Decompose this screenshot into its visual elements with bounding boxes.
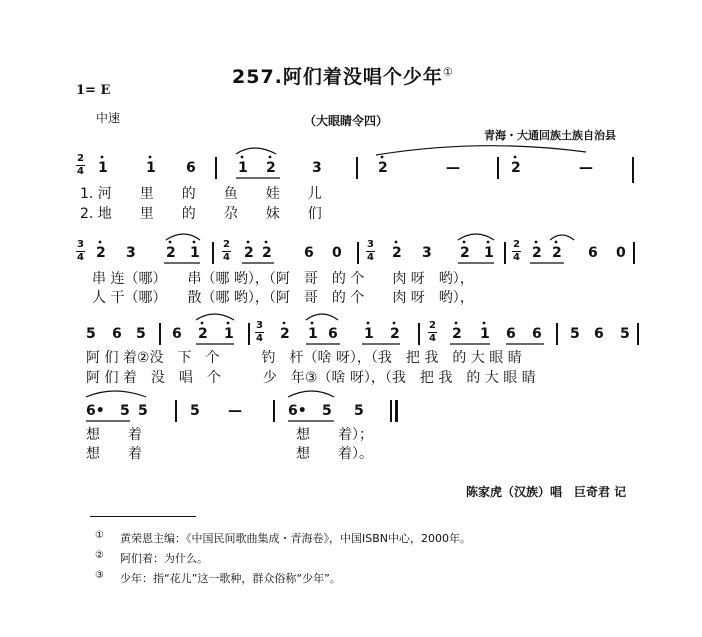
slur [550,235,574,240]
note: 6 [112,326,122,342]
note: 1 [308,326,318,342]
high-octave-dot [395,241,398,244]
note: 5 [136,326,146,342]
footnote-mark: ③ [95,570,104,581]
dash: — [446,160,460,176]
note: 2 [280,326,290,342]
lyric-line-verse1: 想 着 想 着）； [86,427,373,443]
high-octave-dot [283,322,286,325]
high-octave-dot [227,322,230,325]
note: 3 [126,245,136,261]
note: 3 [312,160,322,176]
time-signature-2-4: 2 4 [77,153,84,177]
note: 5 [322,403,332,419]
note: 5 [190,403,200,419]
note: 6• [86,403,105,419]
slur [236,148,276,154]
lyric-line-verse2: 人 干（哪） 散（哪 哟），（阿 哥 的 个 肉 呀 哟）， [92,290,474,306]
dash: — [579,160,593,176]
note: 5 [138,403,148,419]
high-octave-dot [455,322,458,325]
high-octave-dot [169,241,172,244]
footnote-2: 阿们着：为什么。 [120,552,208,565]
time-signature-3-4: 3 4 [77,239,84,263]
note: 2 [266,160,276,176]
footnote-mark: ② [95,550,104,561]
time-signature-2-4: 2 4 [513,239,520,263]
lyric-line-verse1: 阿 们 着②没 下 个 钓 杆（啥 呀），（我 把 我 的 大 眼 睛 [86,350,522,366]
note: 6 [532,326,542,342]
key-signature: 1= E [76,83,111,98]
note: 1 [484,245,494,261]
time-signature-3-4: 3 4 [256,320,263,344]
note: 0 [616,245,626,261]
note: 6 [304,245,314,261]
time-signature-3-4: 3 4 [367,239,374,263]
note: 2 [532,245,542,261]
slur [86,391,146,397]
high-octave-dot [311,322,314,325]
note: 1 [238,160,248,176]
note: 6 [594,326,604,342]
note: 2 [262,245,272,261]
note: 2 [96,245,106,261]
slur [288,391,334,397]
note: 2 [392,245,402,261]
note: 6 [328,326,338,342]
note: 2 [166,245,176,261]
note: 2 [198,326,208,342]
high-octave-dot [393,322,396,325]
high-octave-dot [367,322,370,325]
note: 1 [98,160,108,176]
note: 1 [224,326,234,342]
high-octave-dot [241,156,244,159]
note: 5 [570,326,580,342]
slur [458,234,494,240]
note: 1 [146,160,156,176]
tempo-marking: 中速 [96,111,121,125]
high-octave-dot [535,241,538,244]
slur [196,314,234,320]
region-label: 青海・大通回族土族自治县 [484,129,616,142]
high-octave-dot [101,156,104,159]
song-subtitle: （大眼睛令四） [304,114,389,128]
high-octave-dot [247,241,250,244]
high-octave-dot [381,156,384,159]
note: 6 [172,326,182,342]
high-octave-dot [555,241,558,244]
performer-credit: 陈家虎（汉族）唱 巨奇君 记 [466,485,627,499]
high-octave-dot [269,156,272,159]
note: 2 [460,245,470,261]
high-octave-dot [265,241,268,244]
slur [306,314,338,320]
note: 5 [120,403,130,419]
note: 6 [588,245,598,261]
dash: — [228,403,242,419]
note: 2 [552,245,562,261]
lyric-line-verse2: 想 着 想 着）。 [86,446,373,462]
high-octave-dot [483,322,486,325]
lyric-line-verse1: 1. 河 里 的 鱼 娃 儿 [80,186,322,202]
note: 6 [186,160,196,176]
note: 6 [506,326,516,342]
high-octave-dot [193,241,196,244]
note: 5 [620,326,630,342]
high-octave-dot [487,241,490,244]
high-octave-dot [514,156,517,159]
note: 1 [364,326,374,342]
note: 0 [332,245,342,261]
lyric-line-verse2: 阿 们 着 没 唱 个 少 年③（啥 呀），（我 把 我 的 大 眼 睛 [86,370,536,386]
footnote-1: 黄荣恩主编：《中国民间歌曲集成・青海卷》，中国ISBN中心，2000年。 [120,532,471,545]
slur [376,146,586,155]
high-octave-dot [149,156,152,159]
note: 2 [390,326,400,342]
lyric-line-verse1: 串 连（哪） 串（哪 哟），（阿 哥 的 个 肉 呀 哟）， [92,271,474,287]
note: 5 [354,403,364,419]
slur [166,234,200,240]
song-title: 257.阿们着没唱个少年① [232,65,454,88]
note: 2 [244,245,254,261]
note: 2 [378,160,388,176]
note: 2 [511,160,521,176]
note: 5 [86,326,96,342]
note: 6• [288,403,307,419]
lyric-line-verse2: 2. 地 里 的 尕 妹 们 [80,206,322,222]
note: 2 [452,326,462,342]
footnote-mark: ① [95,530,104,541]
footnote-divider [90,516,196,517]
high-octave-dot [201,322,204,325]
footnote-3: 少年：指“花儿”这一歌种，群众俗称“少年”。 [120,572,341,585]
title-footnote-mark: ① [442,65,454,79]
time-signature-2-4: 2 4 [223,239,230,263]
high-octave-dot [463,241,466,244]
time-signature-2-4: 2 4 [429,320,436,344]
note: 1 [480,326,490,342]
note: 3 [422,245,432,261]
note: 1 [190,245,200,261]
high-octave-dot [99,241,102,244]
